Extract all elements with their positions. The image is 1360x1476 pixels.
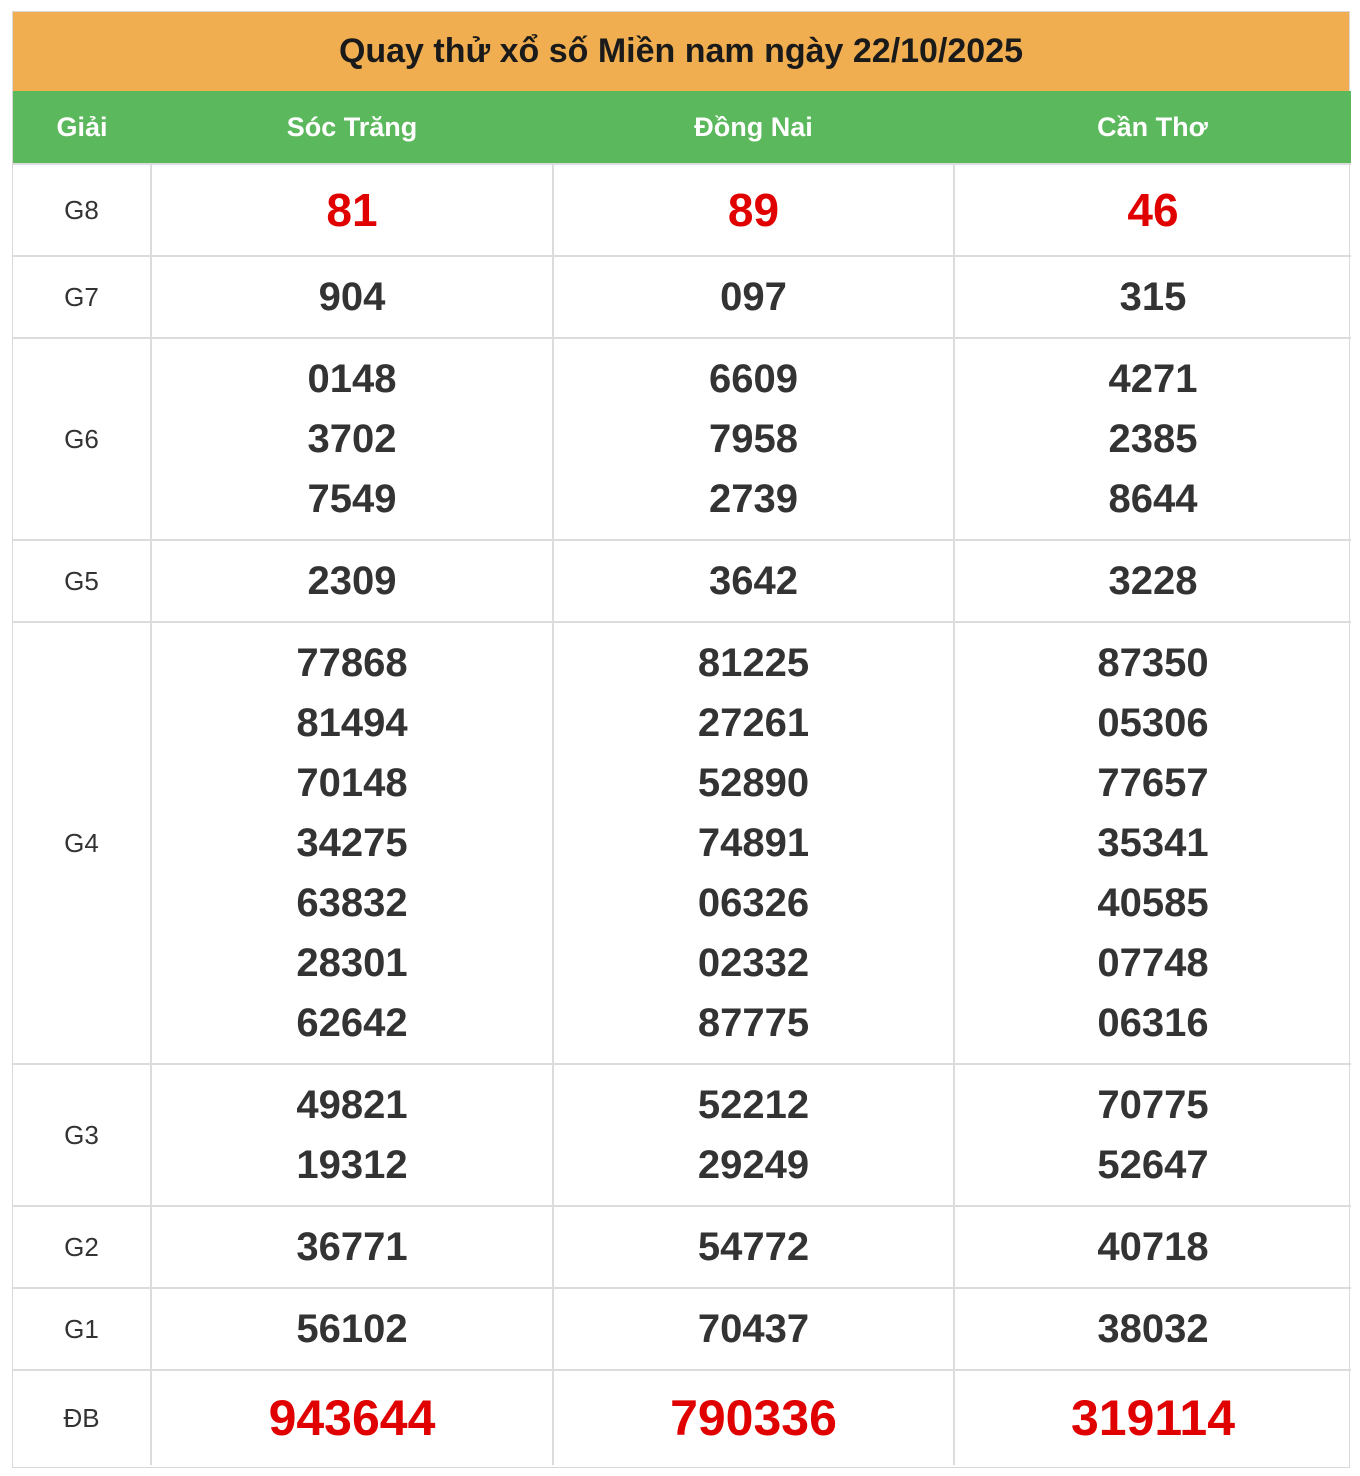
result-number: 2385 — [1108, 417, 1198, 461]
result-number: 27261 — [697, 701, 810, 745]
prize-label: ĐB — [13, 1370, 151, 1465]
result-number: 7958 — [709, 417, 798, 461]
result-number: 77657 — [1097, 761, 1209, 805]
result-cell — [151, 256, 553, 338]
result-number: 81 — [326, 184, 378, 236]
result-row — [13, 1064, 1351, 1206]
page-title: Quay thử xổ số Miền nam ngày 22/10/2025 — [13, 12, 1349, 91]
result-number: 6609 — [709, 357, 798, 401]
result-cell — [954, 256, 1351, 338]
result-number: 07748 — [1097, 941, 1209, 985]
prize-label: G6 — [13, 338, 151, 540]
result-row — [13, 1206, 1351, 1288]
result-row — [13, 1370, 1351, 1465]
result-number: 097 — [720, 275, 787, 319]
result-number: 35341 — [1097, 821, 1209, 865]
result-row — [13, 338, 1351, 540]
result-number: 790336 — [670, 1390, 837, 1446]
prize-label: G1 — [13, 1288, 151, 1370]
result-number: 63832 — [296, 881, 408, 925]
result-cell — [151, 1370, 553, 1465]
result-cell — [954, 622, 1351, 1064]
result-cell — [553, 256, 954, 338]
result-cell — [954, 1288, 1351, 1370]
result-number: 38032 — [1097, 1307, 1209, 1351]
result-cell — [151, 1064, 553, 1206]
result-cell — [954, 338, 1351, 540]
result-number: 34275 — [296, 821, 408, 865]
province-header-soc-trang: Sóc Trăng — [151, 91, 553, 164]
result-number: 315 — [1119, 275, 1187, 319]
result-number: 319114 — [1070, 1390, 1236, 1446]
result-cell — [553, 1206, 954, 1288]
result-number: 81494 — [296, 701, 408, 745]
result-row — [13, 1288, 1351, 1370]
result-number: 87350 — [1097, 641, 1209, 685]
prize-label: G5 — [13, 540, 151, 622]
result-number: 87775 — [697, 1001, 810, 1045]
result-number: 06316 — [1097, 1001, 1209, 1045]
result-number: 904 — [318, 275, 386, 319]
result-number: 4271 — [1108, 357, 1198, 401]
result-number: 40585 — [1097, 881, 1209, 925]
result-number: 2739 — [709, 477, 798, 521]
result-row — [13, 256, 1351, 338]
result-cell — [151, 338, 553, 540]
prize-label: G8 — [13, 164, 151, 256]
prize-label: G2 — [13, 1206, 151, 1288]
result-number: 28301 — [296, 941, 408, 985]
result-cell — [553, 1370, 954, 1465]
result-number: 8644 — [1108, 477, 1198, 521]
result-number: 02332 — [697, 941, 810, 985]
result-number: 06326 — [697, 881, 810, 925]
province-header-can-tho: Cần Thơ — [954, 91, 1351, 164]
result-number: 89 — [727, 184, 780, 236]
province-header-dong-nai: Đồng Nai — [553, 91, 954, 164]
result-number: 40718 — [1097, 1225, 1209, 1269]
result-cell — [954, 1370, 1351, 1465]
result-number: 7549 — [307, 477, 397, 521]
result-cell — [151, 622, 553, 1064]
result-cell — [151, 164, 553, 256]
result-number: 46 — [1127, 184, 1179, 236]
result-row — [13, 540, 1351, 622]
result-cell — [954, 164, 1351, 256]
prize-label: G7 — [13, 256, 151, 338]
result-number: 3642 — [709, 559, 798, 603]
result-number: 943644 — [268, 1390, 436, 1446]
result-number: 70148 — [296, 761, 408, 805]
result-number: 77868 — [296, 641, 408, 685]
result-number: 54772 — [697, 1225, 810, 1269]
result-number: 36771 — [296, 1225, 408, 1269]
result-number: 2309 — [307, 559, 397, 603]
result-cell — [954, 1064, 1351, 1206]
result-cell — [553, 164, 954, 256]
lottery-result-panel — [12, 11, 1350, 1468]
result-number: 19312 — [296, 1143, 408, 1187]
result-number: 56102 — [296, 1307, 408, 1351]
result-number: 29249 — [697, 1143, 810, 1187]
result-row — [13, 622, 1351, 1064]
result-cell — [553, 622, 954, 1064]
result-number: 0148 — [307, 357, 397, 401]
result-cell — [151, 1206, 553, 1288]
result-cell — [553, 1064, 954, 1206]
result-number: 49821 — [296, 1083, 408, 1127]
result-cell — [151, 540, 553, 622]
prize-label: G3 — [13, 1064, 151, 1206]
result-cell — [553, 338, 954, 540]
result-number: 3228 — [1108, 559, 1198, 603]
result-cell — [553, 1288, 954, 1370]
result-number: 62642 — [296, 1001, 408, 1045]
result-number: 70775 — [1097, 1083, 1209, 1127]
result-number: 70437 — [697, 1307, 810, 1351]
results-table — [13, 91, 1351, 1465]
prize-label: G4 — [13, 622, 151, 1064]
result-number: 05306 — [1097, 701, 1209, 745]
header-row — [13, 91, 1351, 164]
result-cell — [954, 1206, 1351, 1288]
result-number: 3702 — [307, 417, 397, 461]
result-number: 81225 — [697, 641, 810, 685]
result-number: 74891 — [697, 821, 810, 865]
result-cell — [151, 1288, 553, 1370]
result-number: 52647 — [1097, 1143, 1209, 1187]
result-cell — [954, 540, 1351, 622]
prize-column-header: Giải — [13, 91, 151, 164]
result-row — [13, 164, 1351, 256]
result-cell — [553, 540, 954, 622]
result-number: 52212 — [697, 1083, 810, 1127]
result-number: 52890 — [697, 761, 810, 805]
